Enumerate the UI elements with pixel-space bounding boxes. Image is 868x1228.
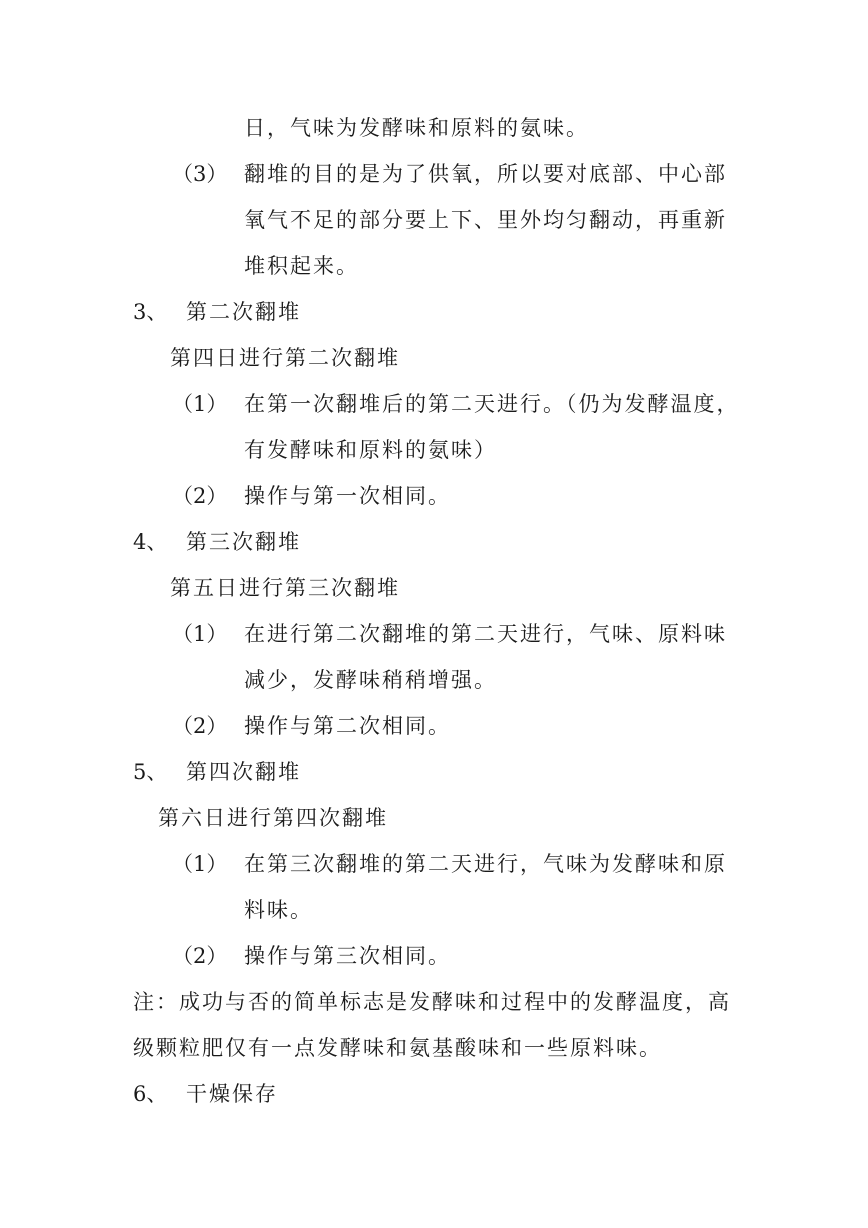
paragraph-line: 在第三次翻堆的第二天进行，气味为发酵味和原 (244, 852, 727, 876)
paragraph-line: 操作与第三次相同。 (244, 944, 451, 968)
section-subtitle: 第五日进行第三次翻堆 (170, 576, 400, 600)
paragraph-line: 日，气味为发酵味和原料的氨味。 (244, 116, 589, 140)
section-heading: 第三次翻堆 (186, 530, 301, 554)
item-number: （1） (172, 852, 228, 876)
section-subtitle: 第六日进行第四次翻堆 (158, 806, 388, 830)
section-heading: 第二次翻堆 (186, 300, 301, 324)
section-number: 5、 (133, 760, 168, 784)
item-number: （3） (172, 162, 228, 186)
item-number: （1） (172, 622, 228, 646)
paragraph-line: 料味。 (244, 898, 313, 922)
section-number: 4、 (133, 530, 168, 554)
section-heading: 干燥保存 (186, 1082, 278, 1106)
note-line: 级颗粒肥仅有一点发酵味和氨基酸味和一些原料味。 (133, 1036, 662, 1060)
paragraph-line: 操作与第一次相同。 (244, 484, 451, 508)
paragraph-line: 有发酵味和原料的氨味） (244, 438, 497, 462)
paragraph-line: 堆积起来。 (244, 254, 359, 278)
section-subtitle: 第四日进行第二次翻堆 (170, 346, 400, 370)
paragraph-line: 氧气不足的部分要上下、里外均匀翻动，再重新 (244, 208, 727, 232)
paragraph-line: 在进行第二次翻堆的第二天进行，气味、原料味 (244, 622, 727, 646)
section-number: 3、 (133, 300, 168, 324)
section-number: 6、 (133, 1082, 168, 1106)
paragraph-line: 操作与第二次相同。 (244, 714, 451, 738)
paragraph-line: 在第一次翻堆后的第二天进行。（仍为发酵温度， (244, 392, 740, 416)
section-heading: 第四次翻堆 (186, 760, 301, 784)
note-line: 注：成功与否的简单标志是发酵味和过程中的发酵温度，高 (133, 990, 731, 1014)
item-number: （2） (172, 714, 228, 738)
item-number: （2） (172, 484, 228, 508)
item-number: （2） (172, 944, 228, 968)
paragraph-line: 减少，发酵味稍稍增强。 (244, 668, 497, 692)
paragraph-line: 翻堆的目的是为了供氧，所以要对底部、中心部 (244, 162, 727, 186)
item-number: （1） (172, 392, 228, 416)
